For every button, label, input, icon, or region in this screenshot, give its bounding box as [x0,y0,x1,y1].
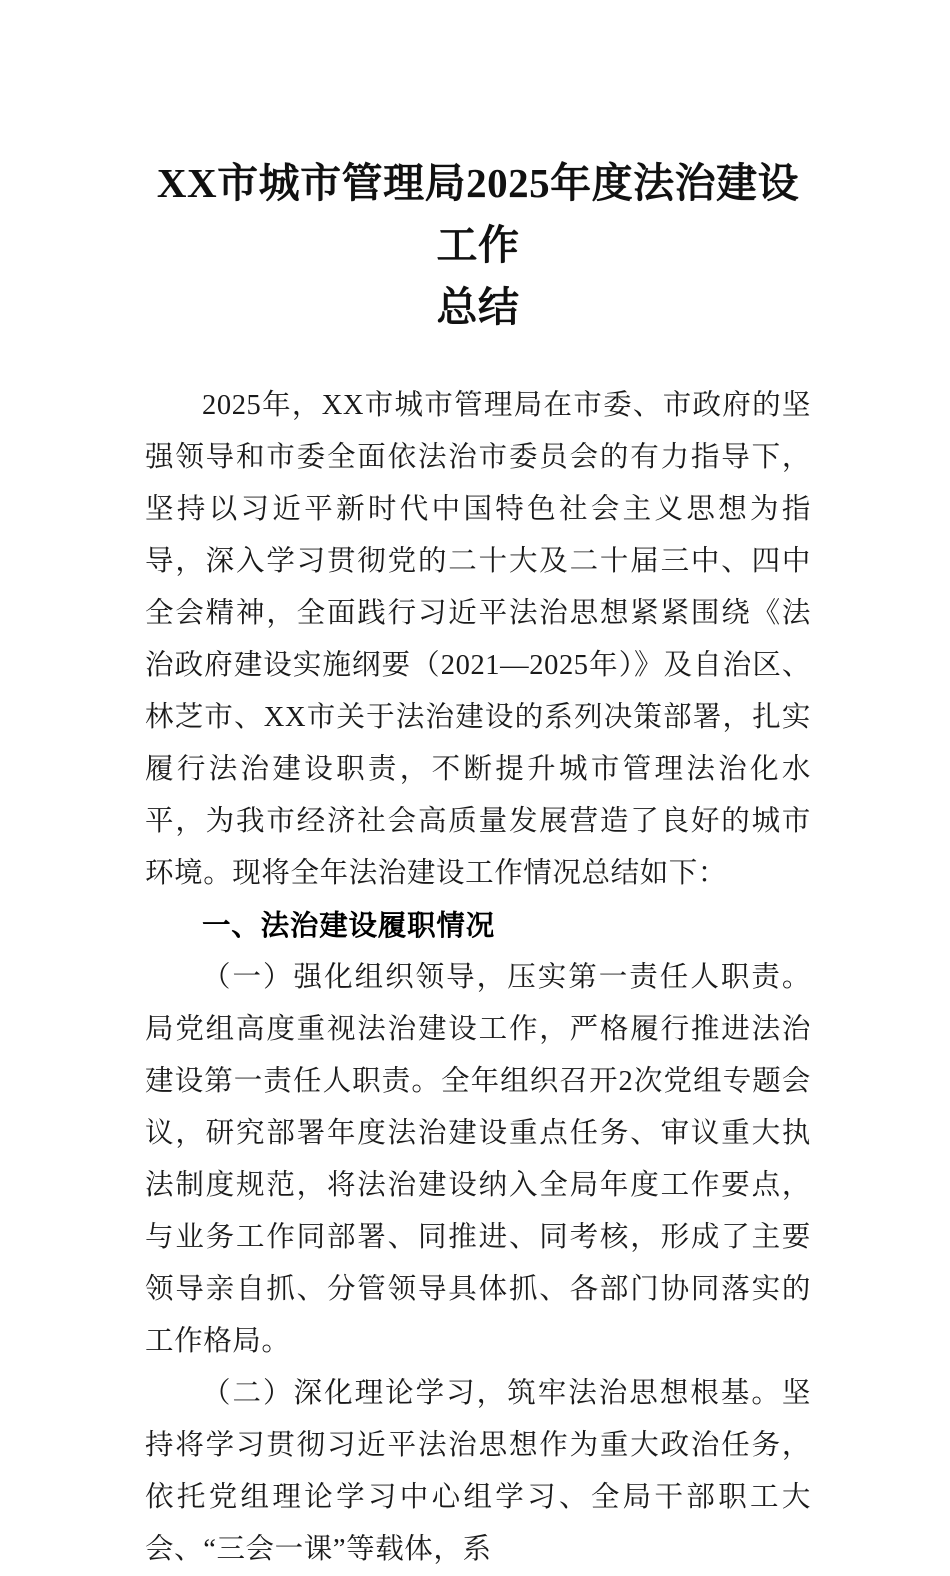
section-heading-1: 一、法治建设履职情况 [202,910,496,942]
paragraph-sub-1-2: （二）深化理论学习，筑牢法治思想根基。坚持将学习贯彻习近平法治思想作为重大政治任务，依托党组理论学习中心组学习、全局干部职工大会、“三会一课”等载体，系 [145,1378,811,1565]
paragraph-sub-1-1: （一）强化组织领导，压实第一责任人职责。局党组高度重视法治建设工作，严格履行推进法治建设第一责任人职责。全年组织召开2次党组专题会议，研究部署年度法治建设重点任务、审议重大执法制度规范，将法治建设纳入全局年度工作要点，与业务工作同部署、同推进、同考核，形成了主要领导亲自抓、分管领导具体抓、各部门协同落实的工作格局。 [145,962,811,1357]
document-title-line-2: 总结 [436,284,520,330]
document-title [145,0,811,338]
document-body [145,338,811,1576]
paragraph-intro: 2025年，XX市城市管理局在市委、市政府的坚强领导和市委全面依法治市委员会的有力指导下，坚持以习近平新时代中国特色社会主义思想为指导，深入学习贯彻党的二十大及二十届三中、四中全会精神，全面践行习近平法治思想紧紧围绕《法治政府建设实施纲要（2021—2025年）》及自治区、林芝市、XX市关于法治建设的系列决策部署，扎实履行法治建设职责，不断提升城市管理法治化水平，为我市经济社会高质量发展营造了良好的城市环境。现将全年法治建设工作情况总结如下： [145,390,811,889]
document-title-line-1: XX市城市管理局2025年度法治建设工作 [156,160,800,268]
document-content [145,0,811,1576]
